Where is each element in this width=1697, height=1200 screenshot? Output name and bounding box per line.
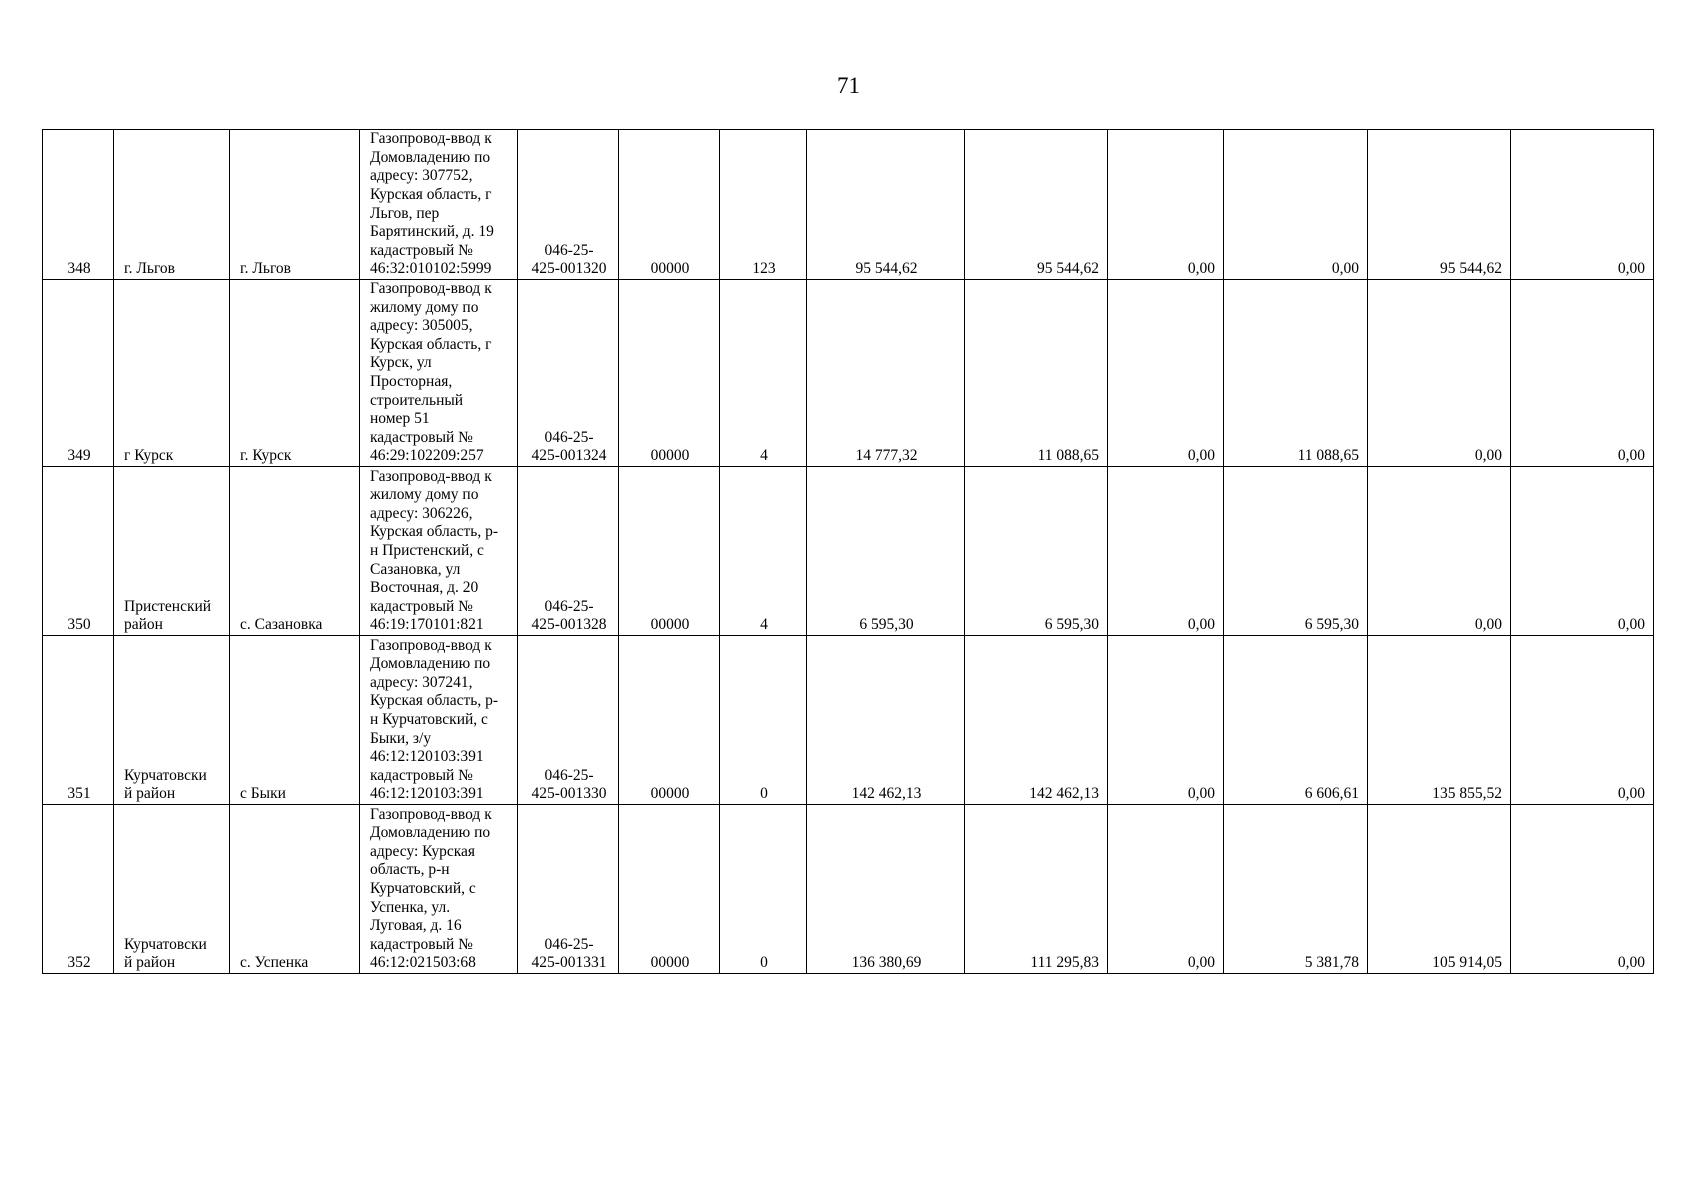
inventory-number-cell: 046-25- 425-001324 (518, 280, 619, 467)
settlement-cell: с Быки (230, 636, 360, 805)
amount-cell: 0,00 (1511, 280, 1654, 467)
asset-registry-table (42, 129, 1654, 974)
page-number: 71 (837, 73, 860, 98)
amount-cell: 0,00 (1511, 467, 1654, 636)
amount-cell: 0,00 (1368, 467, 1511, 636)
amount-cell: 0,00 (1108, 805, 1224, 974)
quantity-cell: 4 (720, 467, 807, 636)
settlement-cell: с. Сазановка (230, 467, 360, 636)
amount-cell: 0,00 (1511, 130, 1654, 280)
code-cell: 00000 (619, 805, 720, 974)
district-cell: Курчатовски й район (114, 805, 230, 974)
settlement-cell: с. Успенка (230, 805, 360, 974)
amount-cell: 0,00 (1108, 467, 1224, 636)
district-cell: г Курск (114, 280, 230, 467)
amount-cell: 0,00 (1511, 636, 1654, 805)
code-cell: 00000 (619, 280, 720, 467)
settlement-cell: г. Курск (230, 280, 360, 467)
row-number-cell: 348 (43, 130, 114, 280)
table-row (43, 636, 1654, 805)
amount-cell: 0,00 (1108, 636, 1224, 805)
amount-cell: 0,00 (1511, 805, 1654, 974)
total-cost-cell: 6 595,30 (807, 467, 965, 636)
quantity-cell: 0 (720, 636, 807, 805)
amount-cell: 6 595,30 (965, 467, 1108, 636)
total-cost-cell: 136 380,69 (807, 805, 965, 974)
table-row (43, 467, 1654, 636)
quantity-cell: 0 (720, 805, 807, 974)
row-number-cell: 349 (43, 280, 114, 467)
code-cell: 00000 (619, 130, 720, 280)
amount-cell: 0,00 (1224, 130, 1368, 280)
description-cell: Газопровод-ввод к жилому дому по адресу: 305005, Курская область, г Курск, ул Просторная, строительный номер 51 кадастровый № 46:29:102209:257 (360, 280, 518, 467)
amount-cell: 135 855,52 (1368, 636, 1511, 805)
amount-cell: 111 295,83 (965, 805, 1108, 974)
amount-cell: 11 088,65 (965, 280, 1108, 467)
row-number-cell: 350 (43, 467, 114, 636)
code-cell: 00000 (619, 467, 720, 636)
total-cost-cell: 95 544,62 (807, 130, 965, 280)
total-cost-cell: 14 777,32 (807, 280, 965, 467)
district-cell: г. Льгов (114, 130, 230, 280)
quantity-cell: 4 (720, 280, 807, 467)
description-cell: Газопровод-ввод к Домовладению по адресу: 307241, Курская область, р- н Курчатовский, с Быки, з/у 46:12:120103:391 кадастровый № 46:12:120103:391 (360, 636, 518, 805)
table-row (43, 805, 1654, 974)
amount-cell: 6 595,30 (1224, 467, 1368, 636)
description-cell: Газопровод-ввод к жилому дому по адресу: 306226, Курская область, р- н Пристенский, с Сазановка, ул Восточная, д. 20 кадастровый № 46:19:170101:821 (360, 467, 518, 636)
inventory-number-cell: 046-25- 425-001330 (518, 636, 619, 805)
amount-cell: 0,00 (1108, 280, 1224, 467)
amount-cell: 0,00 (1108, 130, 1224, 280)
code-cell: 00000 (619, 636, 720, 805)
row-number-cell: 352 (43, 805, 114, 974)
total-cost-cell: 142 462,13 (807, 636, 965, 805)
row-number-cell: 351 (43, 636, 114, 805)
table-row (43, 130, 1654, 280)
description-cell: Газопровод-ввод к Домовладению по адресу: 307752, Курская область, г Льгов, пер Барятинский, д. 19 кадастровый № 46:32:010102:5999 (360, 130, 518, 280)
amount-cell: 95 544,62 (1368, 130, 1511, 280)
inventory-number-cell: 046-25- 425-001328 (518, 467, 619, 636)
quantity-cell: 123 (720, 130, 807, 280)
amount-cell: 11 088,65 (1224, 280, 1368, 467)
table-row (43, 280, 1654, 467)
inventory-number-cell: 046-25- 425-001320 (518, 130, 619, 280)
district-cell: Курчатовски й район (114, 636, 230, 805)
amount-cell: 105 914,05 (1368, 805, 1511, 974)
amount-cell: 5 381,78 (1224, 805, 1368, 974)
amount-cell: 6 606,61 (1224, 636, 1368, 805)
amount-cell: 0,00 (1368, 280, 1511, 467)
amount-cell: 142 462,13 (965, 636, 1108, 805)
inventory-number-cell: 046-25- 425-001331 (518, 805, 619, 974)
amount-cell: 95 544,62 (965, 130, 1108, 280)
district-cell: Пристенский район (114, 467, 230, 636)
description-cell: Газопровод-ввод к Домовладению по адресу: Курская область, р-н Курчатовский, с Успенка, ул. Луговая, д. 16 кадастровый № 46:12:021503:68 (360, 805, 518, 974)
settlement-cell: г. Льгов (230, 130, 360, 280)
